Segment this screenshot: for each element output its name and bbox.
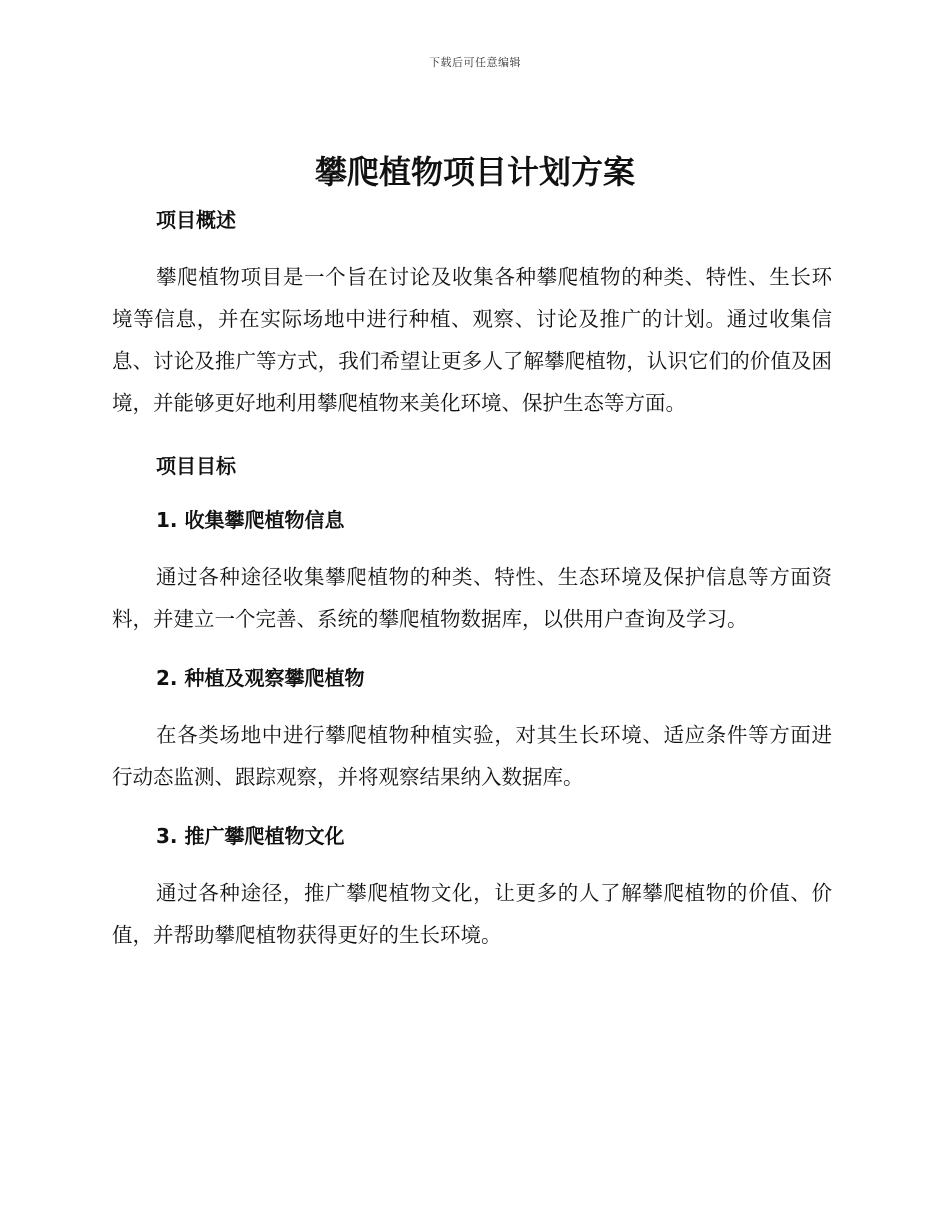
document-body (112, 204, 832, 956)
paragraph-overview: 攀爬植物项目是一个旨在讨论及收集各种攀爬植物的种类、特性、生长环境等信息，并在实际场地中进行种植、观察、讨论及推广的计划。通过收集信息、讨论及推广等方式，我们希望让更多人了解攀爬植物，认识它们的价值及困境，并能够更好地利用攀爬植物来美化环境、保护生态等方面。 (112, 265, 832, 415)
document-title: 攀爬植物项目计划方案 (314, 153, 635, 191)
goal-heading-1: 1. 收集攀爬植物信息 (156, 508, 345, 532)
section-heading-overview: 项目概述 (156, 208, 236, 232)
goal-paragraph-1: 通过各种途径收集攀爬植物的种类、特性、生态环境及保护信息等方面资料，并建立一个完善、系统的攀爬植物数据库，以供用户查询及学习。 (112, 565, 832, 631)
goal-heading-2: 2. 种植及观察攀爬植物 (156, 666, 365, 690)
header-note: 下载后可任意编辑 (429, 56, 521, 69)
goal-paragraph-2: 在各类场地中进行攀爬植物种植实验，对其生长环境、适应条件等方面进行动态监测、跟踪观察，并将观察结果纳入数据库。 (112, 723, 832, 789)
goal-paragraph-3: 通过各种途径，推广攀爬植物文化，让更多的人了解攀爬植物的价值、价值，并帮助攀爬植物获得更好的生长环境。 (112, 881, 832, 947)
goal-heading-3: 3. 推广攀爬植物文化 (156, 824, 345, 848)
section-heading-goals: 项目目标 (156, 454, 236, 478)
